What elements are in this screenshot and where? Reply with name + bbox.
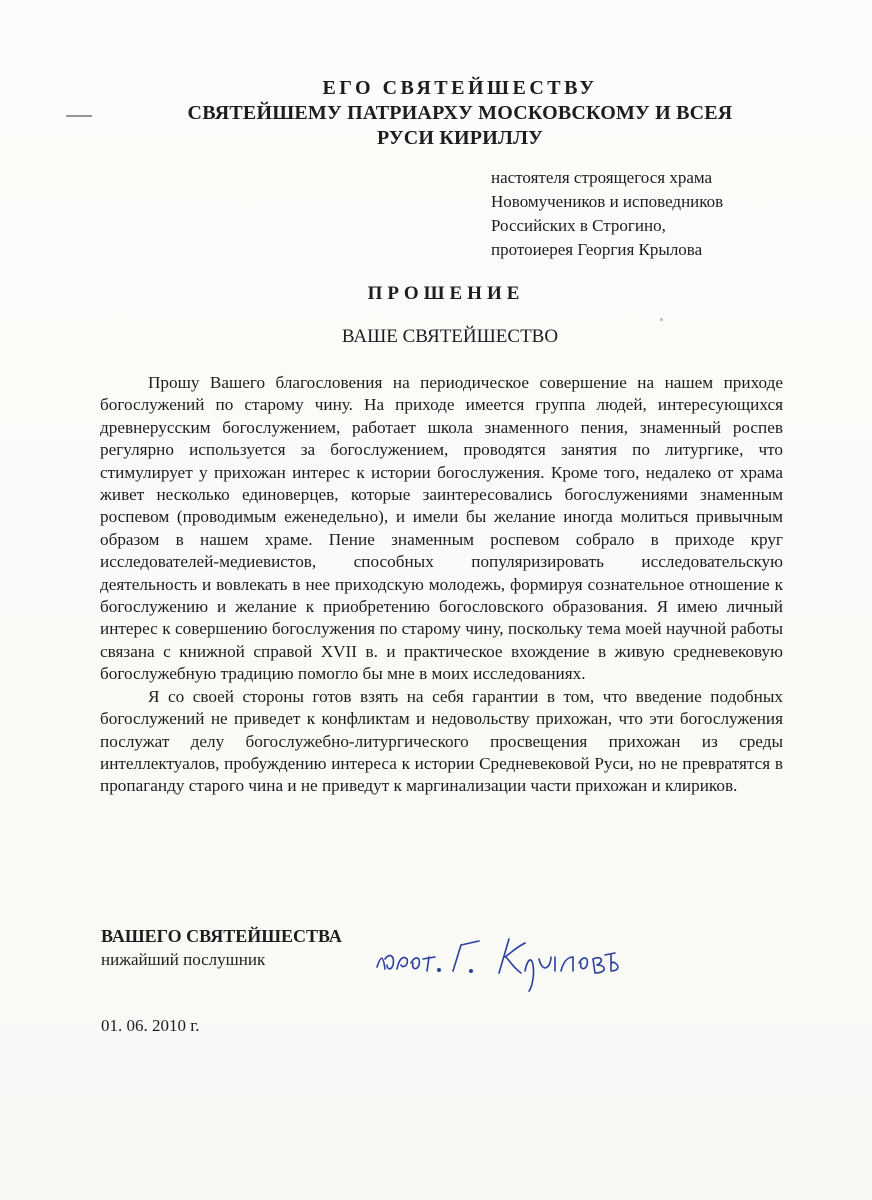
document-body	[100, 372, 783, 798]
sender-line-4: протоиерея Георгия Крылова	[491, 240, 703, 259]
paper-speck	[660, 318, 663, 321]
sender-block	[491, 166, 821, 262]
salutation: ВАШЕ СВЯТЕЙШЕСТВО	[341, 326, 559, 347]
sender-line-2: Новомучеников и исповедников	[491, 192, 724, 211]
body-paragraph-1: Прошу Вашего благословения на периодическое совершение на нашем приходе богослужений по старому чину. На приходе имеется группа людей, интересующихся древнерусским богослужением, работает школа знаменного пения, знаменный роспев регулярно используется за богослужением, проводятся занятия по литургике, что стимулирует у прихожан интерес к истории богослужения. Кроме того, недалеко от храма живет несколько единоверцев, которые заинтересовались богослужениями знаменным роспевом (проводимым еженедельно), и имели бы желание иногда молиться привычным образом в нашем храме. Пение знаменным роспевом собрало в приходе круг исследователей-медиевистов, способных популяризировать исследовательскую деятельность и вовлекать в нее приходскую молодежь, формируя сознательное отношение к богослужению и желание к приобретению богословского образования. Я имею личный интерес к совершению богослужения по старому чину, поскольку тема моей научной работы связана с книжной справой XVII в. и практическое вхождение в живую средневековую богослужебную традицию помогло бы мне в моих исследованиях.	[100, 373, 783, 684]
sender-line-1: настоятеля строящегося храма	[491, 168, 713, 187]
closing-title: ВАШЕГО СВЯТЕЙШЕСТВА	[101, 926, 342, 946]
header-line-3: РУСИ КИРИЛЛУ	[376, 127, 544, 149]
closing-subtitle: нижайший послушник	[101, 950, 266, 969]
document-title: ПРОШЕНИЕ	[367, 283, 525, 304]
header-line-2: СВЯТЕЙШЕМУ ПАТРИАРХУ МОСКОВСКОМУ И ВСЕЯ	[187, 102, 733, 124]
body-paragraph-2: Я со своей стороны готов взять на себя гарантии в том, что введение подобных богослужений не приведет к конфликтам и недовольству прихожан, что эти богослужения послужат делу богослужебно-литургического просвещения прихожан из среды интеллектуалов, пробуждению интереса к истории Средневековой Руси, но не превратятся в пропаганду старого чина и не приведут к маргинализации части прихожан и клириков.	[100, 686, 783, 796]
header-line-1: ЕГО СВЯТЕЙШЕСТВУ	[322, 77, 598, 99]
handwritten-signature	[375, 925, 635, 995]
closing-block	[101, 924, 342, 972]
addressee-header	[120, 76, 800, 151]
sender-line-3: Российских в Строгино,	[491, 216, 666, 235]
document-date: 01. 06. 2010 г.	[101, 1016, 200, 1035]
margin-mark	[66, 115, 92, 117]
